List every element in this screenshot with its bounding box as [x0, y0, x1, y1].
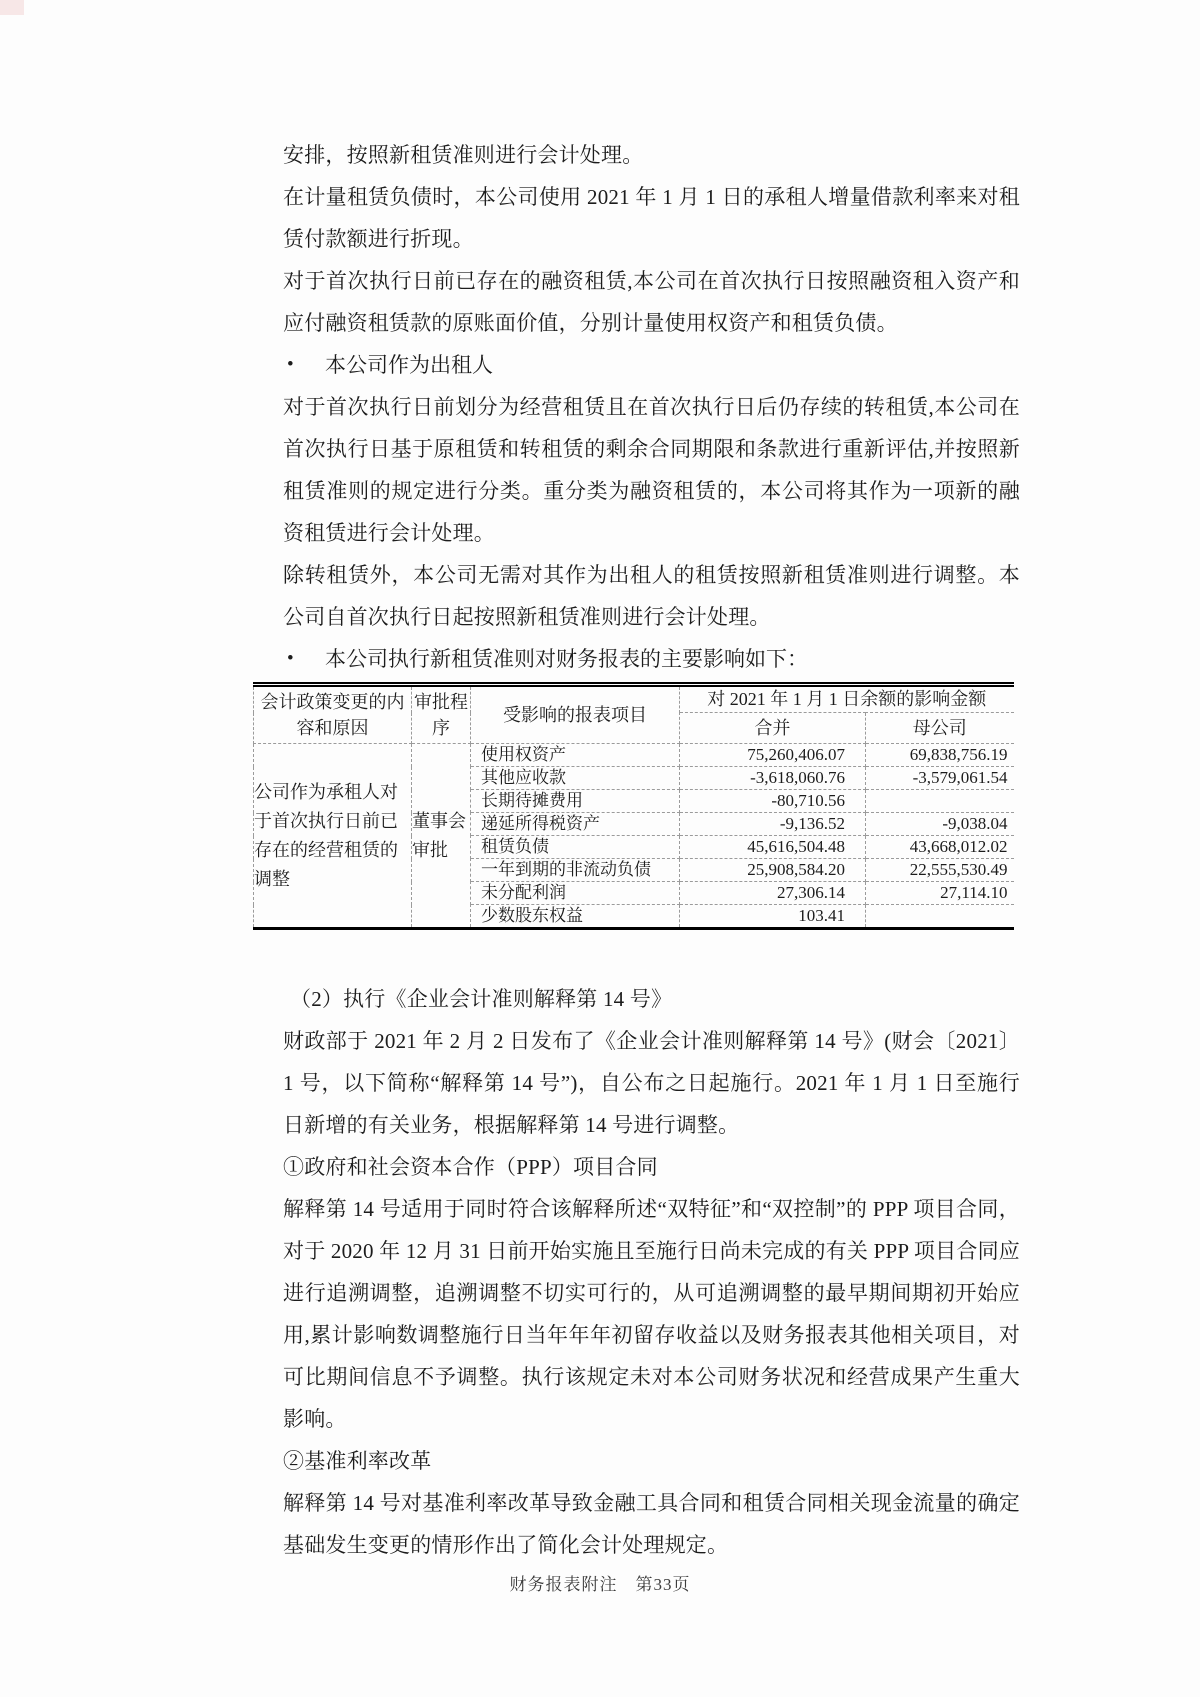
- bullet-marker: •: [287, 648, 294, 669]
- sub-heading-ppp: ①政府和社会资本合作（PPP）项目合同: [283, 1155, 658, 1179]
- item-cell: 其他应收款: [471, 767, 680, 790]
- parent-cell: [866, 905, 1014, 929]
- parent-cell: -3,579,061.54: [866, 767, 1014, 790]
- consolidated-cell: -80,710.56: [680, 790, 866, 813]
- paragraph: 安排，按照新租赁准则进行会计处理。: [283, 143, 644, 167]
- scan-corner-mark: [0, 0, 24, 15]
- page-footer: 财务报表附注 第33页: [509, 1575, 691, 1594]
- paragraph: 解释第 14 号对基准利率改革导致金融工具合同和租赁合同相关现金流量的确定基础发生变更的情形作出了简化会计处理规定。: [283, 1491, 1020, 1557]
- consolidated-cell: 75,260,406.07: [680, 744, 866, 767]
- change-description-cell: 公司作为承租人对于首次执行日前已存在的经营租赁的调整: [254, 744, 412, 929]
- consolidated-cell: -3,618,060.76: [680, 767, 866, 790]
- table-row: [254, 744, 1014, 767]
- header-affected-items: 受影响的报表项目: [471, 685, 680, 744]
- header-parent-company: 母公司: [866, 713, 1014, 744]
- paragraph: 除转租赁外，本公司无需对其作为出租人的租赁按照新租赁准则进行调整。本公司自首次执行日起按照新租赁准则进行会计处理。: [283, 563, 1020, 629]
- paragraph: 财政部于 2021 年 2 月 2 日发布了《企业会计准则解释第 14 号》(财会〔2021〕1 号，以下简称“解释第 14 号”)，自公布之日起施行。2021 年 1 月 1 日至施行日新增的有关业务，根据解释第 14 号进行调整。: [283, 1029, 1020, 1137]
- parent-cell: 43,668,012.02: [866, 836, 1014, 859]
- parent-cell: 27,114.10: [866, 882, 1014, 905]
- paragraph: 对于首次执行日前已存在的融资租赁,本公司在首次执行日按照融资租入资产和应付融资租赁款的原账面价值，分别计量使用权资产和租赁负债。: [283, 269, 1020, 335]
- item-cell: 使用权资产: [471, 744, 680, 767]
- consolidated-cell: -9,136.52: [680, 813, 866, 836]
- item-cell: 长期待摊费用: [471, 790, 680, 813]
- paragraph: 解释第 14 号适用于同时符合该解释所述“双特征”和“双控制”的 PPP 项目合同，对于 2020 年 12 月 31 日前开始实施且至施行日尚未完成的有关 PPP 项目合同应进行追溯调整，追溯调整不切实可行的，从可追溯调整的最早期间期初开始应用,累计影响数调整施行日当年年年初留存收益以及财务报表其他相关项目，对可比期间信息不予调整。执行该规定未对本公司财务状况和经营成果产生重大影响。: [283, 1197, 1020, 1431]
- header-consolidated: 合并: [680, 713, 866, 744]
- bullet-marker: •: [287, 354, 294, 375]
- sub-heading-benchmark-rate: ②基准利率改革: [283, 1449, 432, 1473]
- item-cell: 一年到期的非流动负债: [471, 859, 680, 882]
- item-cell: 少数股东权益: [471, 905, 680, 929]
- item-cell: 递延所得税资产: [471, 813, 680, 836]
- item-cell: 租赁负债: [471, 836, 680, 859]
- consolidated-cell: 103.41: [680, 905, 866, 929]
- parent-cell: -9,038.04: [866, 813, 1014, 836]
- consolidated-cell: 45,616,504.48: [680, 836, 866, 859]
- parent-cell: 69,838,756.19: [866, 744, 1014, 767]
- parent-cell: [866, 790, 1014, 813]
- bullet-label: 本公司作为出租人: [325, 353, 493, 377]
- consolidated-cell: 25,908,584.20: [680, 859, 866, 882]
- paragraph: 在计量租赁负债时，本公司使用 2021 年 1 月 1 日的承租人增量借款利率来对租赁付款额进行折现。: [283, 185, 1020, 251]
- parent-cell: 22,555,530.49: [866, 859, 1014, 882]
- header-impact-amount: 对 2021 年 1 月 1 日余额的影响金额: [680, 685, 1014, 713]
- table-header-row: [254, 685, 1014, 713]
- paragraph: 对于首次执行日前划分为经营租赁且在首次执行日后仍存续的转租赁,本公司在首次执行日基于原租赁和转租赁的剩余合同期限和条款进行重新评估,并按照新租赁准则的规定进行分类。重分类为融资租赁的，本公司将其作为一项新的融资租赁进行会计处理。: [283, 395, 1020, 545]
- bullet-label: 本公司执行新租赁准则对财务报表的主要影响如下：: [325, 647, 808, 671]
- header-change-reason: 会计政策变更的内容和原因: [254, 685, 412, 744]
- approval-procedure-cell: 董事会审批: [412, 744, 471, 929]
- bullet-item: [283, 638, 1020, 680]
- item-cell: 未分配利润: [471, 882, 680, 905]
- bullet-item: [283, 344, 1020, 386]
- page-content: [254, 134, 1020, 1566]
- section-interpretation-14: [283, 978, 1020, 1566]
- section-heading: （2）执行《企业会计准则解释第 14 号》: [290, 987, 673, 1011]
- consolidated-cell: 27,306.14: [680, 882, 866, 905]
- accounting-impact-table: [253, 682, 1014, 930]
- header-approval: 审批程序: [412, 685, 471, 744]
